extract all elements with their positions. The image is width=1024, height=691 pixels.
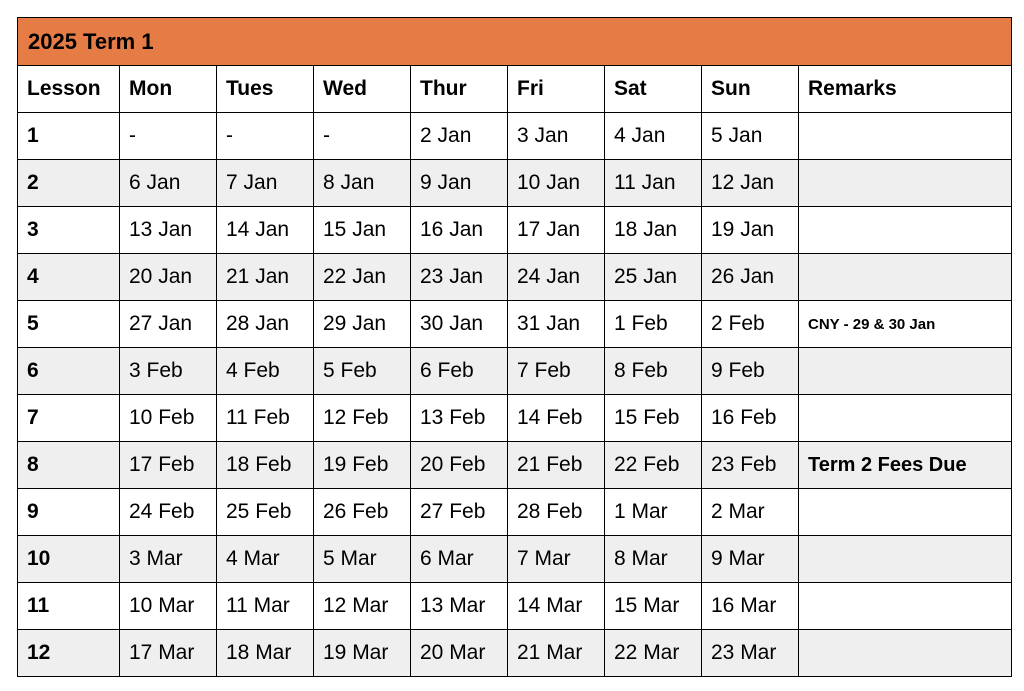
remarks-cell	[799, 583, 1012, 630]
remarks-cell: Term 2 Fees Due	[799, 442, 1012, 489]
column-header-sat: Sat	[605, 66, 702, 113]
table-row	[18, 583, 1012, 630]
date-cell: 24 Feb	[120, 489, 217, 536]
date-cell: 19 Jan	[702, 207, 799, 254]
date-cell: 23 Feb	[702, 442, 799, 489]
date-cell: 18 Mar	[217, 630, 314, 677]
table-row	[18, 207, 1012, 254]
date-cell: -	[314, 113, 411, 160]
date-cell: 9 Feb	[702, 348, 799, 395]
date-cell: 22 Feb	[605, 442, 702, 489]
date-cell: 16 Feb	[702, 395, 799, 442]
date-cell: 8 Mar	[605, 536, 702, 583]
date-cell: 21 Jan	[217, 254, 314, 301]
date-cell: 10 Jan	[508, 160, 605, 207]
date-cell: 3 Jan	[508, 113, 605, 160]
date-cell: 13 Jan	[120, 207, 217, 254]
remarks-cell	[799, 348, 1012, 395]
date-cell: 2 Feb	[702, 301, 799, 348]
column-header-fri: Fri	[508, 66, 605, 113]
lesson-number-cell: 6	[18, 348, 120, 395]
date-cell: 15 Jan	[314, 207, 411, 254]
remarks-cell	[799, 254, 1012, 301]
remarks-cell: CNY - 29 & 30 Jan	[799, 301, 1012, 348]
table-row	[18, 395, 1012, 442]
lesson-number-cell: 12	[18, 630, 120, 677]
date-cell: 1 Feb	[605, 301, 702, 348]
date-cell: 3 Mar	[120, 536, 217, 583]
date-cell: 16 Jan	[411, 207, 508, 254]
table-row	[18, 254, 1012, 301]
remarks-cell	[799, 207, 1012, 254]
date-cell: 12 Feb	[314, 395, 411, 442]
date-cell: 26 Feb	[314, 489, 411, 536]
date-cell: 11 Mar	[217, 583, 314, 630]
schedule-table	[17, 17, 1012, 677]
date-cell: 26 Jan	[702, 254, 799, 301]
column-header-tues: Tues	[217, 66, 314, 113]
table-row	[18, 442, 1012, 489]
date-cell: 12 Jan	[702, 160, 799, 207]
term-schedule	[17, 17, 1011, 677]
lesson-number-cell: 1	[18, 113, 120, 160]
lesson-number-cell: 4	[18, 254, 120, 301]
lesson-number-cell: 8	[18, 442, 120, 489]
date-cell: 14 Mar	[508, 583, 605, 630]
date-cell: 28 Jan	[217, 301, 314, 348]
table-row	[18, 113, 1012, 160]
table-title: 2025 Term 1	[18, 18, 1012, 66]
date-cell: 10 Mar	[120, 583, 217, 630]
date-cell: 21 Feb	[508, 442, 605, 489]
date-cell: 29 Jan	[314, 301, 411, 348]
column-header-thur: Thur	[411, 66, 508, 113]
date-cell: 22 Jan	[314, 254, 411, 301]
date-cell: 4 Mar	[217, 536, 314, 583]
date-cell: 18 Feb	[217, 442, 314, 489]
date-cell: 9 Jan	[411, 160, 508, 207]
date-cell: 15 Feb	[605, 395, 702, 442]
date-cell: 23 Jan	[411, 254, 508, 301]
date-cell: 7 Feb	[508, 348, 605, 395]
date-cell: 2 Mar	[702, 489, 799, 536]
date-cell: 24 Jan	[508, 254, 605, 301]
column-header-remarks: Remarks	[799, 66, 1012, 113]
date-cell: 6 Feb	[411, 348, 508, 395]
remarks-cell	[799, 395, 1012, 442]
date-cell: 6 Mar	[411, 536, 508, 583]
date-cell: 27 Jan	[120, 301, 217, 348]
remarks-cell	[799, 160, 1012, 207]
table-row	[18, 160, 1012, 207]
date-cell: 28 Feb	[508, 489, 605, 536]
date-cell: 16 Mar	[702, 583, 799, 630]
column-header-lesson: Lesson	[18, 66, 120, 113]
date-cell: 8 Feb	[605, 348, 702, 395]
date-cell: 15 Mar	[605, 583, 702, 630]
date-cell: 30 Jan	[411, 301, 508, 348]
date-cell: 20 Mar	[411, 630, 508, 677]
date-cell: 8 Jan	[314, 160, 411, 207]
remarks-cell	[799, 489, 1012, 536]
remarks-cell	[799, 630, 1012, 677]
date-cell: 10 Feb	[120, 395, 217, 442]
date-cell: 11 Feb	[217, 395, 314, 442]
column-header-mon: Mon	[120, 66, 217, 113]
lesson-number-cell: 5	[18, 301, 120, 348]
table-row	[18, 301, 1012, 348]
date-cell: 7 Jan	[217, 160, 314, 207]
date-cell: 20 Feb	[411, 442, 508, 489]
column-header-wed: Wed	[314, 66, 411, 113]
lesson-number-cell: 9	[18, 489, 120, 536]
date-cell: 14 Feb	[508, 395, 605, 442]
date-cell: 6 Jan	[120, 160, 217, 207]
date-cell: 18 Jan	[605, 207, 702, 254]
date-cell: 19 Mar	[314, 630, 411, 677]
date-cell: 31 Jan	[508, 301, 605, 348]
remarks-cell	[799, 113, 1012, 160]
lesson-number-cell: 2	[18, 160, 120, 207]
date-cell: 4 Feb	[217, 348, 314, 395]
date-cell: 12 Mar	[314, 583, 411, 630]
date-cell: 5 Mar	[314, 536, 411, 583]
date-cell: 23 Mar	[702, 630, 799, 677]
date-cell: 22 Mar	[605, 630, 702, 677]
lesson-number-cell: 11	[18, 583, 120, 630]
date-cell: 19 Feb	[314, 442, 411, 489]
date-cell: 3 Feb	[120, 348, 217, 395]
date-cell: -	[120, 113, 217, 160]
date-cell: 5 Feb	[314, 348, 411, 395]
lesson-number-cell: 10	[18, 536, 120, 583]
date-cell: 7 Mar	[508, 536, 605, 583]
date-cell: 1 Mar	[605, 489, 702, 536]
date-cell: 13 Feb	[411, 395, 508, 442]
remarks-cell	[799, 536, 1012, 583]
date-cell: 2 Jan	[411, 113, 508, 160]
lesson-number-cell: 7	[18, 395, 120, 442]
header-row	[18, 66, 1012, 113]
date-cell: 25 Feb	[217, 489, 314, 536]
date-cell: 4 Jan	[605, 113, 702, 160]
date-cell: 11 Jan	[605, 160, 702, 207]
title-row	[18, 18, 1012, 66]
date-cell: -	[217, 113, 314, 160]
date-cell: 13 Mar	[411, 583, 508, 630]
date-cell: 9 Mar	[702, 536, 799, 583]
date-cell: 21 Mar	[508, 630, 605, 677]
column-header-sun: Sun	[702, 66, 799, 113]
table-row	[18, 536, 1012, 583]
date-cell: 17 Feb	[120, 442, 217, 489]
date-cell: 27 Feb	[411, 489, 508, 536]
table-row	[18, 348, 1012, 395]
table-row	[18, 630, 1012, 677]
date-cell: 17 Mar	[120, 630, 217, 677]
date-cell: 20 Jan	[120, 254, 217, 301]
date-cell: 5 Jan	[702, 113, 799, 160]
table-row	[18, 489, 1012, 536]
lesson-number-cell: 3	[18, 207, 120, 254]
date-cell: 17 Jan	[508, 207, 605, 254]
date-cell: 14 Jan	[217, 207, 314, 254]
date-cell: 25 Jan	[605, 254, 702, 301]
